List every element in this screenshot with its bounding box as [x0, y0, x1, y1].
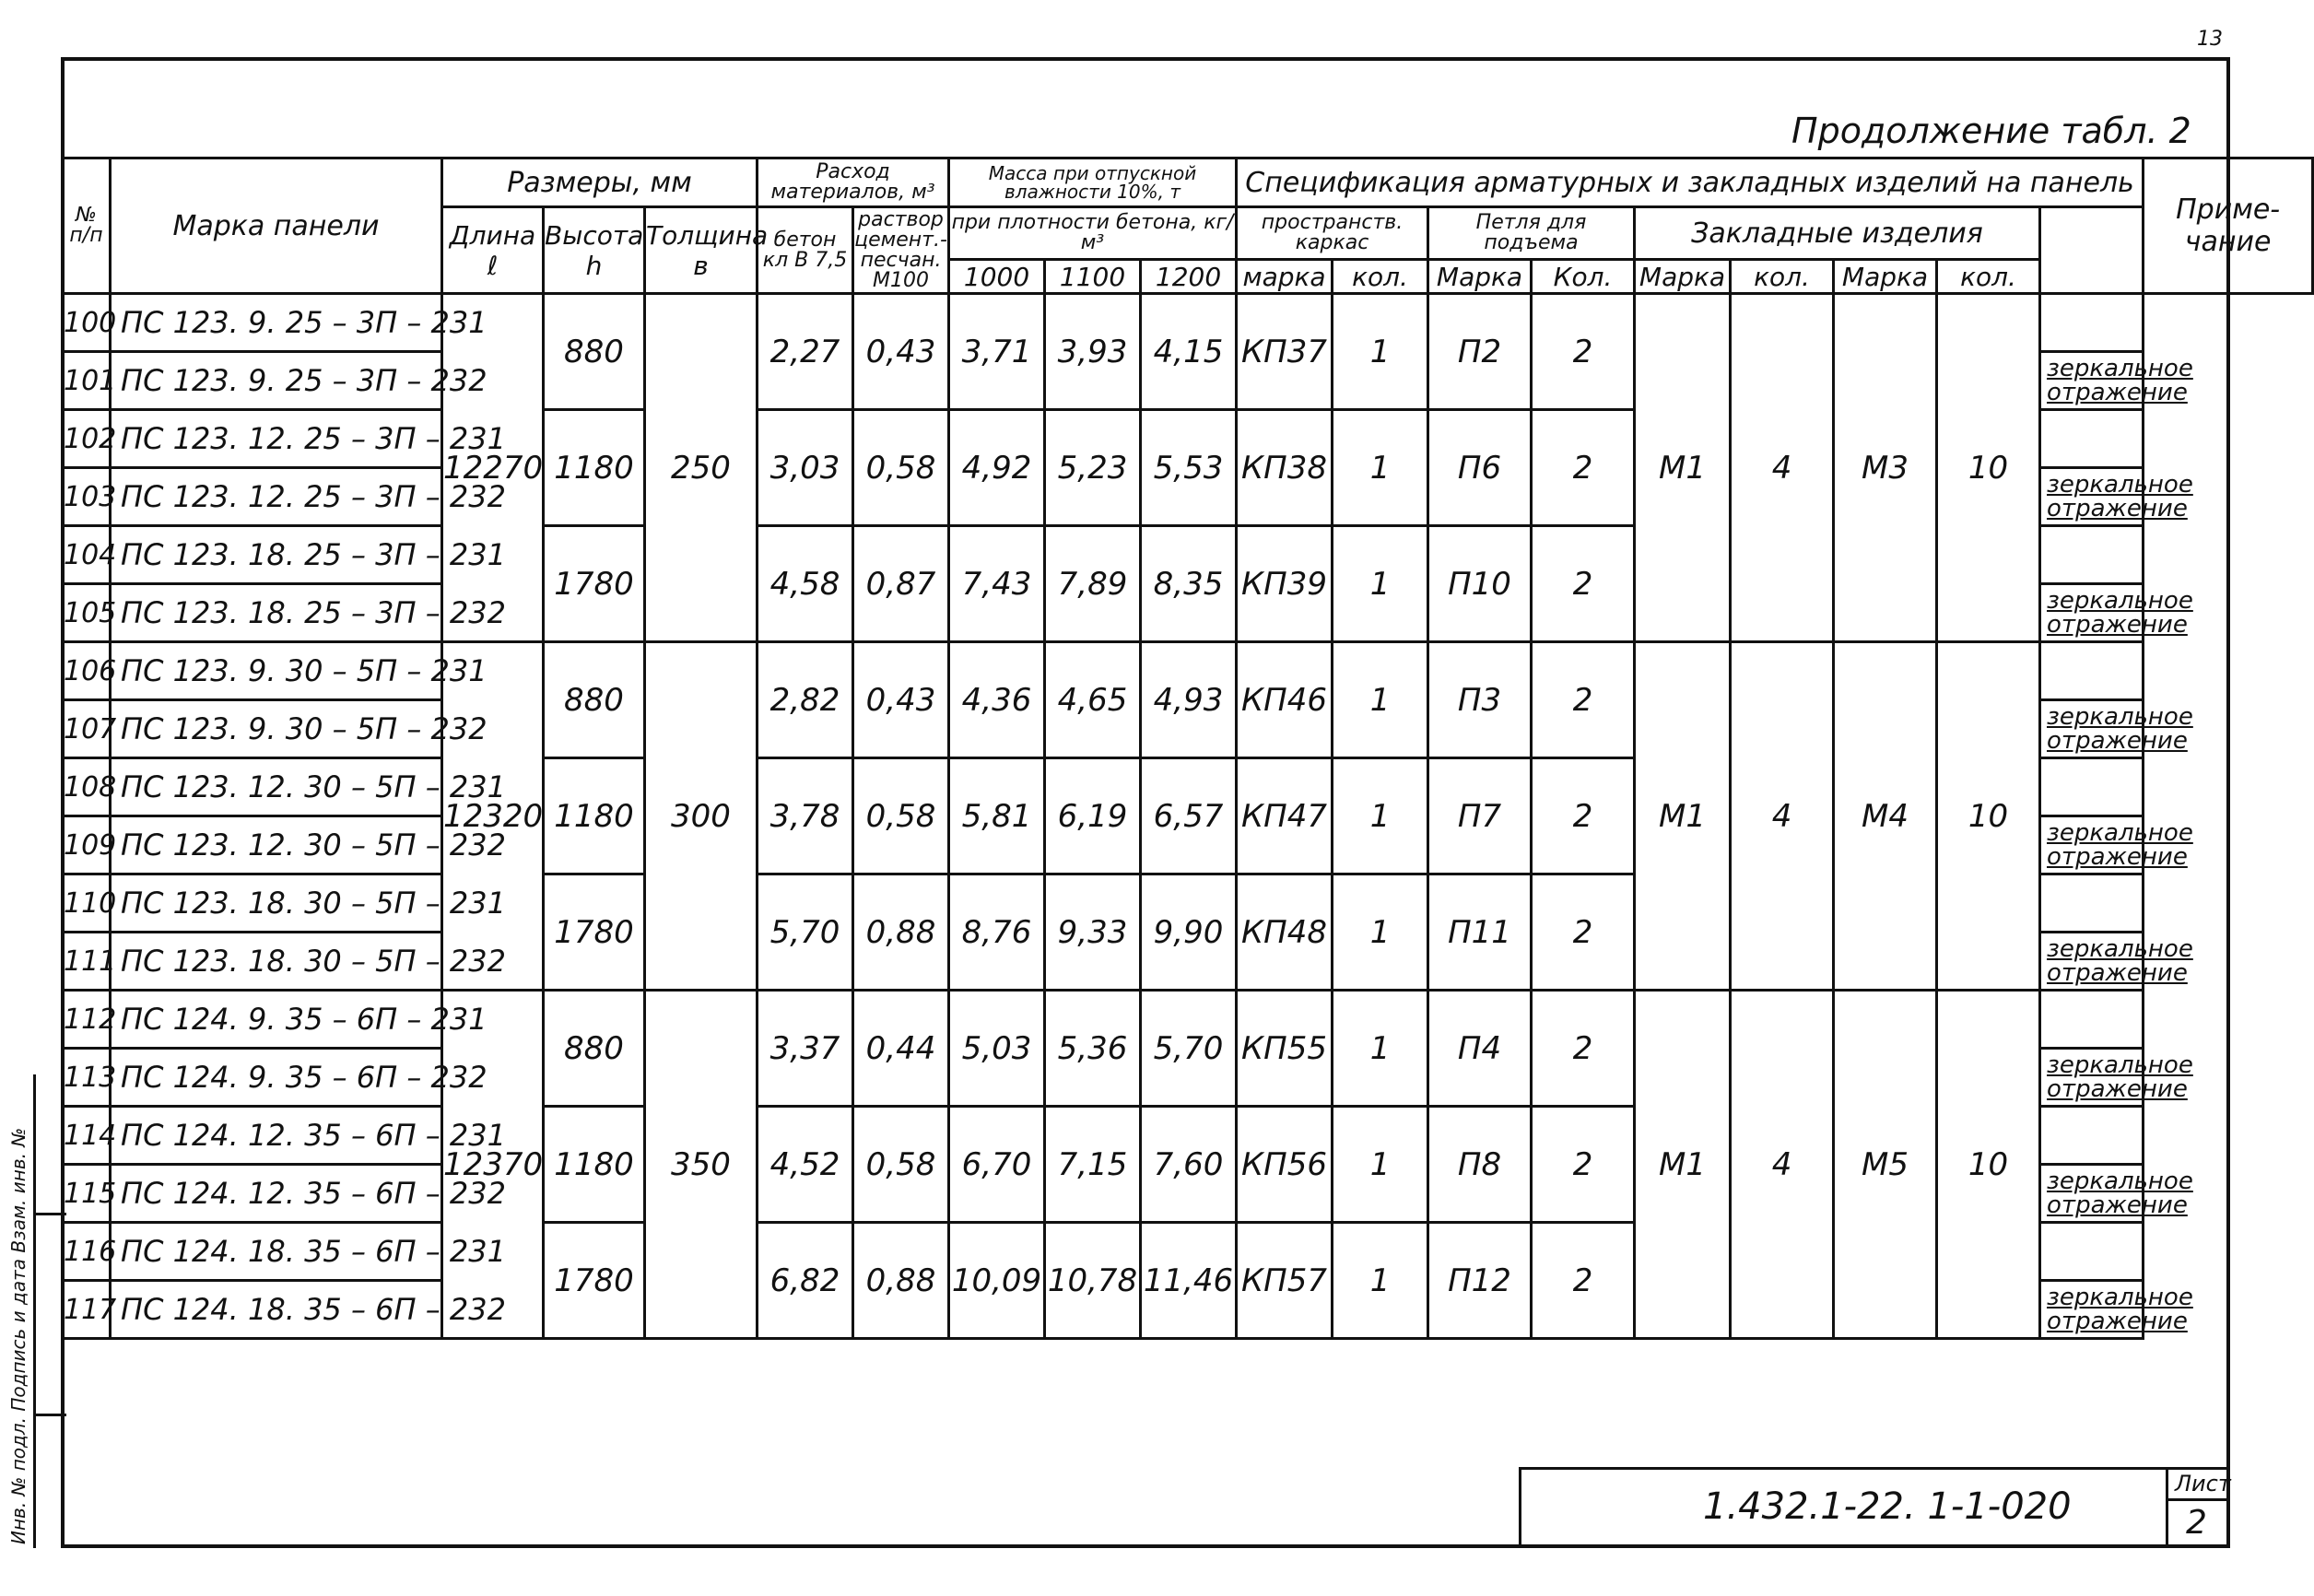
value-frame: КП38: [1237, 410, 1333, 526]
value-loop-qty: 2: [1532, 526, 1635, 642]
panel-mark: ПС 124. 18. 35 – 6П – 231: [111, 1223, 442, 1281]
value-m1000: 5,81: [949, 758, 1045, 874]
header-density: при плотности бетона, кг/м³: [949, 207, 1237, 260]
row-note: [2040, 526, 2144, 584]
header-frame-qty: кол.: [1333, 260, 1428, 294]
value-loop: П3: [1428, 642, 1532, 758]
row-number: 116: [63, 1223, 111, 1281]
row-note: [2040, 294, 2144, 352]
row-note: [2040, 991, 2144, 1049]
value-concrete: 5,70: [758, 874, 853, 991]
row-note: [2040, 584, 2193, 642]
value-frame: КП55: [1237, 991, 1333, 1107]
value-loop-qty: 2: [1532, 410, 1635, 526]
header-thickness-label: Толщина: [646, 219, 769, 251]
value-m1000: 10,09: [949, 1223, 1045, 1339]
header-emb2-qty: кол.: [1937, 260, 2040, 294]
row-note: [2040, 874, 2144, 933]
table-row: [63, 294, 2313, 352]
note-text: зеркальное отражение: [2047, 1168, 2193, 1219]
panel-height: 1780: [544, 526, 645, 642]
table-row: [63, 991, 2313, 1049]
embedded-emb1: М1: [1635, 991, 1731, 1339]
value-frame: КП48: [1237, 874, 1333, 991]
embedded-emb2: М4: [1834, 642, 1937, 991]
value-mortar: 0,88: [853, 1223, 949, 1339]
header-emb1-mark: Марка: [1635, 260, 1731, 294]
embedded-emb2: М5: [1834, 991, 1937, 1339]
value-m1200: 5,70: [1141, 991, 1237, 1107]
row-note: [2040, 1223, 2144, 1281]
value-loop-qty: 2: [1532, 1107, 1635, 1223]
value-loop: П7: [1428, 758, 1532, 874]
value-m1100: 5,36: [1045, 991, 1141, 1107]
embedded-emb1-qty: 4: [1731, 991, 1834, 1339]
row-number: 110: [63, 874, 111, 933]
header-height-label: Высота: [545, 219, 644, 251]
header-mark: Марка панели: [111, 158, 442, 294]
table-row: [63, 642, 2313, 700]
header-note: Приме- чание: [2144, 158, 2313, 294]
panel-mark: ПС 123. 12. 30 – 5П – 232: [111, 816, 442, 874]
value-m1200: 7,60: [1141, 1107, 1237, 1223]
row-note: [2040, 1107, 2144, 1165]
header-sizes: Размеры, мм: [442, 158, 758, 207]
value-frame-qty: 1: [1333, 1223, 1428, 1339]
note-text: зеркальное отражение: [2047, 471, 2193, 522]
panel-length: 12370: [442, 991, 544, 1339]
panel-mark: ПС 123. 18. 25 – 3П – 231: [111, 526, 442, 584]
panel-mark: ПС 124. 9. 35 – 6П – 232: [111, 1049, 442, 1107]
row-note: [2040, 933, 2193, 991]
panel-mark: ПС 124. 18. 35 – 6П – 232: [111, 1281, 442, 1339]
value-m1100: 4,65: [1045, 642, 1141, 758]
panel-thickness: 300: [645, 642, 758, 991]
value-m1200: 6,57: [1141, 758, 1237, 874]
value-frame-qty: 1: [1333, 410, 1428, 526]
page-number: 13: [2197, 28, 2223, 51]
value-m1000: 4,92: [949, 410, 1045, 526]
side-stamp-text: Инв. № подл. Подпись и дата Взам. инв. №: [7, 1127, 29, 1544]
panel-height: 1180: [544, 410, 645, 526]
panel-mark: ПС 123. 18. 30 – 5П – 231: [111, 874, 442, 933]
row-note: [2040, 816, 2193, 874]
row-number: 101: [63, 352, 111, 410]
value-loop: П12: [1428, 1223, 1532, 1339]
value-concrete: 4,52: [758, 1107, 853, 1223]
value-m1100: 9,33: [1045, 874, 1141, 991]
row-note: [2040, 1165, 2193, 1223]
embedded-emb1-qty: 4: [1731, 294, 1834, 642]
embedded-emb1-qty: 4: [1731, 642, 1834, 991]
header-num: № п/п: [63, 158, 111, 294]
header-loop-mark: Марка: [1428, 260, 1532, 294]
value-m1100: 7,15: [1045, 1107, 1141, 1223]
sheet-number: 2: [2186, 1504, 2207, 1542]
value-m1000: 5,03: [949, 991, 1045, 1107]
embedded-emb1: М1: [1635, 294, 1731, 642]
value-frame-qty: 1: [1333, 642, 1428, 758]
row-number: 109: [63, 816, 111, 874]
row-note: [2040, 758, 2144, 816]
value-m1000: 6,70: [949, 1107, 1045, 1223]
header-frame: пространств. каркас: [1237, 207, 1428, 260]
document-code: 1.432.1-22. 1-1-020: [1703, 1485, 2072, 1528]
value-loop: П4: [1428, 991, 1532, 1107]
table-continuation-title: Продолжение табл. 2: [1791, 111, 2191, 151]
embedded-emb2-qty: 10: [1937, 642, 2040, 991]
value-m1100: 10,78: [1045, 1223, 1141, 1339]
panel-mark: ПС 124. 12. 35 – 6П – 231: [111, 1107, 442, 1165]
value-m1000: 3,71: [949, 294, 1045, 410]
panel-mark: ПС 123. 9. 25 – 3П – 231: [111, 294, 442, 352]
panel-height: 880: [544, 991, 645, 1107]
value-loop: П10: [1428, 526, 1532, 642]
header-embedded: Закладные изделия: [1635, 207, 2040, 260]
header-mass: Масса при отпускной влажности 10%, т: [949, 158, 1237, 207]
value-frame: КП56: [1237, 1107, 1333, 1223]
value-loop: П8: [1428, 1107, 1532, 1223]
row-number: 100: [63, 294, 111, 352]
value-concrete: 2,82: [758, 642, 853, 758]
value-m1200: 4,15: [1141, 294, 1237, 410]
row-note: [2040, 700, 2193, 758]
value-concrete: 3,37: [758, 991, 853, 1107]
panel-mark: ПС 123. 18. 30 – 5П – 232: [111, 933, 442, 991]
side-stamp-divider: [33, 1414, 66, 1416]
panel-thickness: 350: [645, 991, 758, 1339]
value-concrete: 2,27: [758, 294, 853, 410]
panel-mark: ПС 123. 9. 30 – 5П – 232: [111, 700, 442, 758]
embedded-emb1: М1: [1635, 642, 1731, 991]
note-text: зеркальное отражение: [2047, 355, 2193, 406]
panel-mark: ПС 123. 12. 25 – 3П – 232: [111, 468, 442, 526]
value-m1100: 3,93: [1045, 294, 1141, 410]
row-number: 103: [63, 468, 111, 526]
row-number: 104: [63, 526, 111, 584]
panel-mark: ПС 124. 9. 35 – 6П – 231: [111, 991, 442, 1049]
row-note: [2040, 1049, 2193, 1107]
header-height-symbol: h: [585, 250, 603, 281]
header-thickness-symbol: в: [693, 250, 709, 281]
header-emb2-mark: Марка: [1834, 260, 1937, 294]
value-concrete: 4,58: [758, 526, 853, 642]
panel-mark: ПС 123. 9. 25 – 3П – 232: [111, 352, 442, 410]
header-consumption: Расход материалов, м³: [758, 158, 949, 207]
embedded-emb2: М3: [1834, 294, 1937, 642]
panel-height: 1180: [544, 1107, 645, 1223]
panel-height: 880: [544, 642, 645, 758]
panel-mark: ПС 123. 12. 25 – 3П – 231: [111, 410, 442, 468]
value-mortar: 0,58: [853, 758, 949, 874]
embedded-emb2-qty: 10: [1937, 294, 2040, 642]
row-note: [2040, 468, 2193, 526]
header-d1200: 1200: [1141, 260, 1237, 294]
row-number: 105: [63, 584, 111, 642]
value-mortar: 0,44: [853, 991, 949, 1107]
side-stamp-line: [61, 1074, 64, 1548]
row-number: 106: [63, 642, 111, 700]
value-frame: КП47: [1237, 758, 1333, 874]
value-frame-qty: 1: [1333, 874, 1428, 991]
value-loop-qty: 2: [1532, 991, 1635, 1107]
panel-mark: ПС 123. 12. 30 – 5П – 231: [111, 758, 442, 816]
row-number: 108: [63, 758, 111, 816]
header-concrete: бетон кл В 7,5: [758, 207, 853, 294]
row-number: 112: [63, 991, 111, 1049]
value-frame: КП46: [1237, 642, 1333, 758]
header-mortar: раствор цемент.-песчан. М100: [854, 207, 947, 292]
note-text: зеркальное отражение: [2047, 703, 2193, 755]
value-mortar: 0,43: [853, 642, 949, 758]
value-m1200: 5,53: [1141, 410, 1237, 526]
row-note: [2040, 642, 2144, 700]
header-length: [442, 207, 544, 294]
value-frame-qty: 1: [1333, 526, 1428, 642]
panel-height: 1180: [544, 758, 645, 874]
row-number: 107: [63, 700, 111, 758]
row-number: 117: [63, 1281, 111, 1339]
panel-height: 1780: [544, 1223, 645, 1339]
note-text: зеркальное отражение: [2047, 587, 2193, 639]
panel-height: 1780: [544, 874, 645, 991]
value-concrete: 3,03: [758, 410, 853, 526]
value-loop-qty: 2: [1532, 874, 1635, 991]
panel-mark: ПС 123. 18. 25 – 3П – 232: [111, 584, 442, 642]
value-m1100: 5,23: [1045, 410, 1141, 526]
row-note: [2040, 1281, 2193, 1339]
value-frame: КП37: [1237, 294, 1333, 410]
row-number: 115: [63, 1165, 111, 1223]
value-m1100: 6,19: [1045, 758, 1141, 874]
note-text: зеркальное отражение: [2047, 1051, 2193, 1103]
value-m1200: 4,93: [1141, 642, 1237, 758]
value-loop-qty: 2: [1532, 758, 1635, 874]
header-loop: Петля для подъема: [1428, 207, 1635, 260]
value-m1200: 11,46: [1141, 1223, 1237, 1339]
value-loop-qty: 2: [1532, 294, 1635, 410]
value-mortar: 0,43: [853, 294, 949, 410]
row-number: 102: [63, 410, 111, 468]
header-thickness: [645, 207, 769, 294]
value-frame: КП39: [1237, 526, 1333, 642]
panel-length: 12320: [442, 642, 544, 991]
sheet-divider: [2166, 1498, 2230, 1501]
value-m1200: 8,35: [1141, 526, 1237, 642]
value-frame-qty: 1: [1333, 991, 1428, 1107]
value-m1100: 7,89: [1045, 526, 1141, 642]
header-height: [544, 207, 645, 294]
value-m1000: 4,36: [949, 642, 1045, 758]
value-concrete: 6,82: [758, 1223, 853, 1339]
note-text: зеркальное отражение: [2047, 935, 2193, 987]
header-loop-qty: Кол.: [1532, 260, 1635, 294]
row-number: 114: [63, 1107, 111, 1165]
value-mortar: 0,88: [853, 874, 949, 991]
value-concrete: 3,78: [758, 758, 853, 874]
specification-table: [61, 157, 2314, 1340]
side-stamp-line: [33, 1074, 36, 1548]
value-loop: П2: [1428, 294, 1532, 410]
panel-length: 12270: [442, 294, 544, 642]
row-note: [2040, 410, 2144, 468]
value-m1200: 9,90: [1141, 874, 1237, 991]
value-m1000: 7,43: [949, 526, 1045, 642]
header-frame-mark: марка: [1237, 260, 1333, 294]
panel-mark: ПС 124. 12. 35 – 6П – 232: [111, 1165, 442, 1223]
header-d1100: 1100: [1045, 260, 1141, 294]
note-text: зеркальное отражение: [2047, 1284, 2193, 1335]
header-length-symbol: ℓ: [487, 250, 499, 281]
value-mortar: 0,87: [853, 526, 949, 642]
row-note: [2040, 352, 2193, 410]
note-text: зеркальное отражение: [2047, 819, 2193, 871]
header-d1000: 1000: [949, 260, 1045, 294]
row-number: 113: [63, 1049, 111, 1107]
header-emb1-qty: кол.: [1731, 260, 1834, 294]
value-mortar: 0,58: [853, 410, 949, 526]
side-stamp-divider: [33, 1213, 66, 1215]
value-frame: КП57: [1237, 1223, 1333, 1339]
value-loop-qty: 2: [1532, 1223, 1635, 1339]
value-frame-qty: 1: [1333, 1107, 1428, 1223]
value-mortar: 0,58: [853, 1107, 949, 1223]
header-spec: Спецификация арматурных и закладных изделий на панель: [1237, 158, 2144, 207]
panel-mark: ПС 123. 9. 30 – 5П – 231: [111, 642, 442, 700]
header-length-label: Длина: [449, 219, 536, 251]
value-loop-qty: 2: [1532, 642, 1635, 758]
embedded-emb2-qty: 10: [1937, 991, 2040, 1339]
value-m1000: 8,76: [949, 874, 1045, 991]
panel-thickness: 250: [645, 294, 758, 642]
value-frame-qty: 1: [1333, 294, 1428, 410]
sheet-label: Лист: [2175, 1471, 2231, 1496]
value-frame-qty: 1: [1333, 758, 1428, 874]
row-number: 111: [63, 933, 111, 991]
value-loop: П6: [1428, 410, 1532, 526]
value-loop: П11: [1428, 874, 1532, 991]
panel-height: 880: [544, 294, 645, 410]
